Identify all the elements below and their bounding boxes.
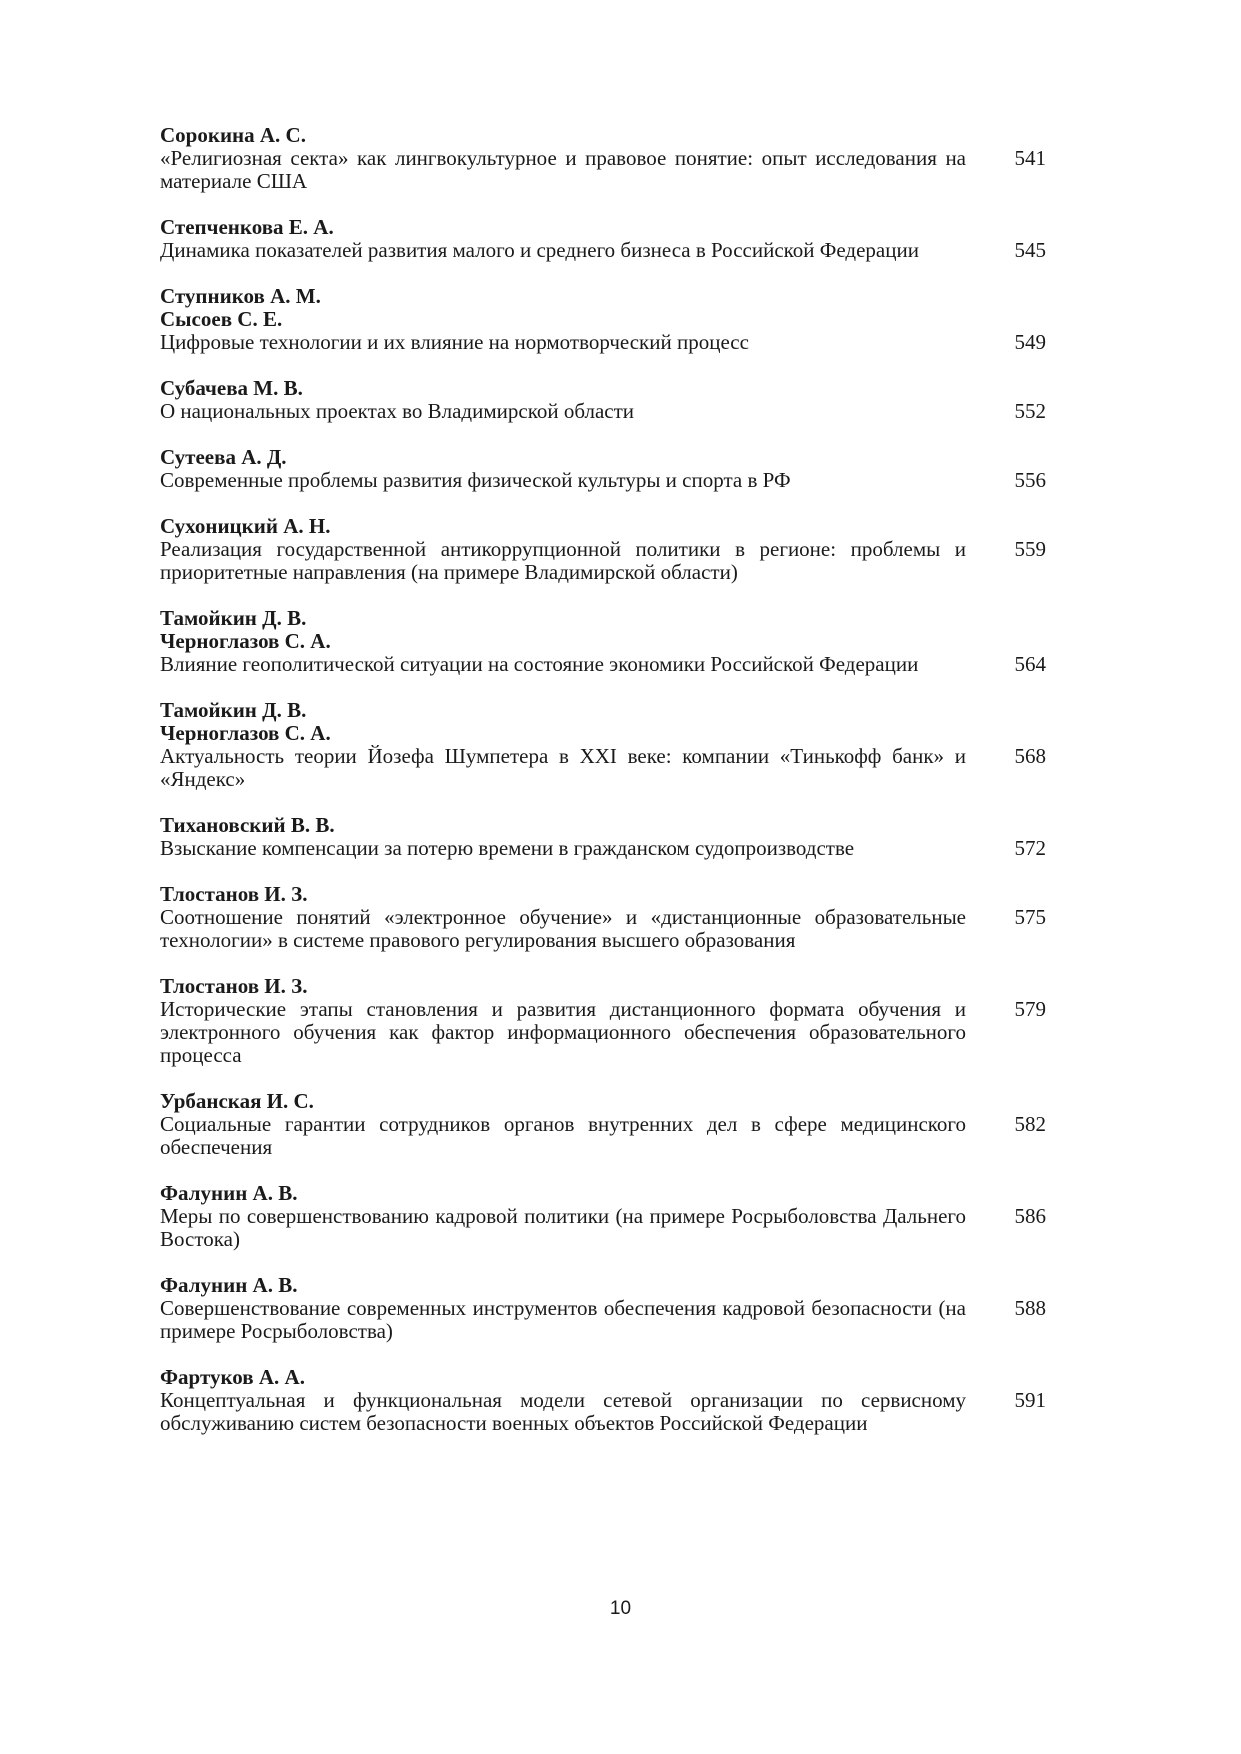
toc-row: [160, 653, 1046, 676]
article-title: Взыскание компенсации за потерю времени в гражданском судопроизводстве: [160, 836, 855, 860]
author-name: Черноглазов С. А.: [160, 629, 331, 653]
toc-row: [160, 469, 1046, 492]
page-ref: 541: [1014, 146, 1046, 170]
article-title: Совершенствование современных инструментов обеспечения кадровой безопасности (на примере Росрыболовства): [160, 1296, 966, 1343]
author-name: Урбанская И. С.: [160, 1089, 314, 1113]
page-ref: 549: [1014, 330, 1046, 354]
author-name: Ступников А. М.: [160, 284, 321, 308]
page-ref: 579: [1014, 997, 1046, 1021]
toc-row: [160, 1297, 1046, 1343]
article-title: Социальные гарантии сотрудников органов внутренних дел в сфере медицинского обеспечения: [160, 1112, 966, 1159]
page-ref: 572: [1014, 836, 1046, 860]
toc-row: [160, 239, 1046, 262]
toc-row: [160, 1113, 1046, 1159]
author-name: Тамойкин Д. В.: [160, 606, 307, 630]
page-ref: 586: [1014, 1204, 1046, 1228]
toc-row: [160, 1389, 1046, 1435]
author-name: Тлостанов И. З.: [160, 974, 308, 998]
author-name: Субачева М. В.: [160, 376, 303, 400]
article-title: Цифровые технологии и их влияние на нормотворческий процесс: [160, 330, 749, 354]
author-name: Тлостанов И. З.: [160, 882, 308, 906]
toc-entry: [160, 883, 1046, 952]
toc-entry: [160, 814, 1046, 860]
article-title: Современные проблемы развития физической культуры и спорта в РФ: [160, 468, 791, 492]
article-title: Влияние геополитической ситуации на состояние экономики Российской Федерации: [160, 652, 919, 676]
article-title: «Религиозная секта» как лингвокультурное и правовое понятие: опыт исследования на материале США: [160, 146, 966, 193]
toc-entry: [160, 607, 1046, 676]
author-name: Сысоев С. Е.: [160, 307, 283, 331]
page-number: 10: [609, 1598, 632, 1619]
page-ref: 559: [1014, 537, 1046, 561]
toc-entry: [160, 699, 1046, 791]
toc-entry: [160, 216, 1046, 262]
page-ref: 552: [1014, 399, 1046, 423]
toc-entry: [160, 285, 1046, 354]
toc-entry: [160, 1090, 1046, 1159]
article-title: Концептуальная и функциональная модели сетевой организации по сервисному обслуживанию систем безопасности военных объектов Российской Федерации: [160, 1388, 966, 1435]
page-ref: 556: [1014, 468, 1046, 492]
toc-row: [160, 998, 1046, 1067]
author-name: Тамойкин Д. В.: [160, 698, 307, 722]
toc-row: [160, 906, 1046, 952]
article-title: О национальных проектах во Владимирской области: [160, 399, 635, 423]
toc-row: [160, 331, 1046, 354]
article-title: Актуальность теории Йозефа Шумпетера в XXI веке: компании «Тинькофф банк» и «Яндекс»: [160, 744, 966, 791]
toc-entry: [160, 446, 1046, 492]
article-title: Меры по совершенствованию кадровой политики (на примере Росрыболовства Дальнего Востока): [160, 1204, 966, 1251]
author-name: Тихановский В. В.: [160, 813, 335, 837]
author-name: Фалунин А. В.: [160, 1273, 298, 1297]
toc-row: [160, 745, 1046, 791]
page-ref: 588: [1014, 1296, 1046, 1320]
table-of-contents: [160, 124, 1046, 1458]
author-name: Фалунин А. В.: [160, 1181, 298, 1205]
toc-entry: [160, 124, 1046, 193]
page-ref: 545: [1014, 238, 1046, 262]
page-ref: 564: [1014, 652, 1046, 676]
article-title: Динамика показателей развития малого и среднего бизнеса в Российской Федерации: [160, 238, 919, 262]
author-name: Черноглазов С. А.: [160, 721, 331, 745]
toc-entry: [160, 515, 1046, 584]
toc-entry: [160, 1274, 1046, 1343]
author-name: Степченкова Е. А.: [160, 215, 334, 239]
toc-row: [160, 400, 1046, 423]
article-title: Исторические этапы становления и развития дистанционного формата обучения и электронного обучения как фактор информационного обеспечения образовательного процесса: [160, 997, 966, 1067]
toc-row: [160, 147, 1046, 193]
author-name: Сухоницкий А. Н.: [160, 514, 331, 538]
author-name: Сорокина А. С.: [160, 123, 306, 147]
author-name: Фартуков А. А.: [160, 1365, 305, 1389]
toc-row: [160, 1205, 1046, 1251]
toc-row: [160, 837, 1046, 860]
author-name: Сутеева А. Д.: [160, 445, 287, 469]
article-title: Соотношение понятий «электронное обучение» и «дистанционные образовательные технологии» в системе правового регулирования высшего образования: [160, 905, 966, 952]
toc-row: [160, 538, 1046, 584]
page-ref: 575: [1014, 905, 1046, 929]
page-ref: 568: [1014, 744, 1046, 768]
page-ref: 591: [1014, 1388, 1046, 1412]
toc-entry: [160, 975, 1046, 1067]
page-ref: 582: [1014, 1112, 1046, 1136]
article-title: Реализация государственной антикоррупционной политики в регионе: проблемы и приоритетные направления (на примере Владимирской области): [160, 537, 966, 584]
toc-entry: [160, 1366, 1046, 1435]
toc-entry: [160, 1182, 1046, 1251]
toc-entry: [160, 377, 1046, 423]
